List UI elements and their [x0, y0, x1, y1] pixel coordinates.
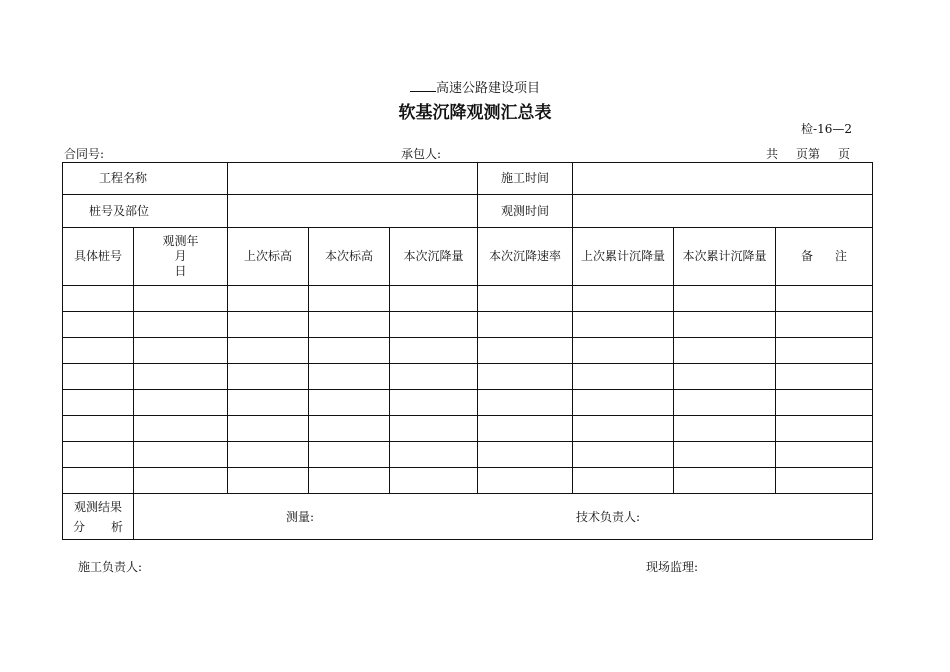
result-row — [63, 494, 873, 540]
col-curr-elevation: 本次标高 — [309, 228, 390, 286]
col-date: 观测年 月 日 — [134, 228, 228, 286]
col-prev-elevation: 上次标高 — [228, 228, 309, 286]
project-name-blank — [410, 79, 436, 92]
col-remarks: 备 注 — [776, 228, 873, 286]
construction-time-cell[interactable] — [573, 163, 873, 195]
info-row-1 — [63, 163, 873, 195]
contract-number-label: 合同号: — [64, 147, 105, 161]
col-station: 具体桩号 — [63, 228, 134, 286]
observation-time-cell[interactable] — [573, 195, 873, 228]
result-analysis-cell[interactable] — [134, 494, 873, 540]
table-row — [63, 416, 873, 442]
info-row-2 — [63, 195, 873, 228]
column-header-row — [63, 228, 873, 286]
table-row — [63, 286, 873, 312]
station-cell[interactable] — [228, 195, 478, 228]
construction-time-label: 施工时间 — [478, 163, 573, 195]
table-row — [63, 468, 873, 494]
col-curr-settlement: 本次沉降量 — [390, 228, 478, 286]
survey-label: 测量: — [286, 510, 315, 524]
col-curr-cumulative: 本次累计沉降量 — [674, 228, 776, 286]
tech-lead-label: 技术负责人: — [576, 510, 641, 524]
station-label: 桩号及部位 — [63, 195, 228, 228]
col-prev-cumulative: 上次累计沉降量 — [573, 228, 674, 286]
project-subtitle: 高速公路建设项目 — [0, 77, 950, 96]
col-settlement-rate: 本次沉降速率 — [478, 228, 573, 286]
project-name-label: 工程名称 — [63, 163, 228, 195]
table-row — [63, 364, 873, 390]
contractor-label: 承包人: — [401, 147, 442, 161]
table-row — [63, 338, 873, 364]
page-indicator: 共 页第 页 — [766, 147, 851, 161]
table-row — [63, 312, 873, 338]
form-code: 检-16—2 — [801, 122, 852, 136]
table-row — [63, 390, 873, 416]
construction-lead-label: 施工负责人: — [78, 560, 143, 574]
settlement-table — [62, 162, 873, 540]
site-supervisor-label: 现场监理: — [646, 560, 699, 574]
form-title: 软基沉降观测汇总表 — [398, 103, 552, 123]
result-label: 观测结果 分 析 — [63, 494, 134, 540]
project-name-cell[interactable] — [228, 163, 478, 195]
observation-time-label: 观测时间 — [478, 195, 573, 228]
table-row — [63, 442, 873, 468]
